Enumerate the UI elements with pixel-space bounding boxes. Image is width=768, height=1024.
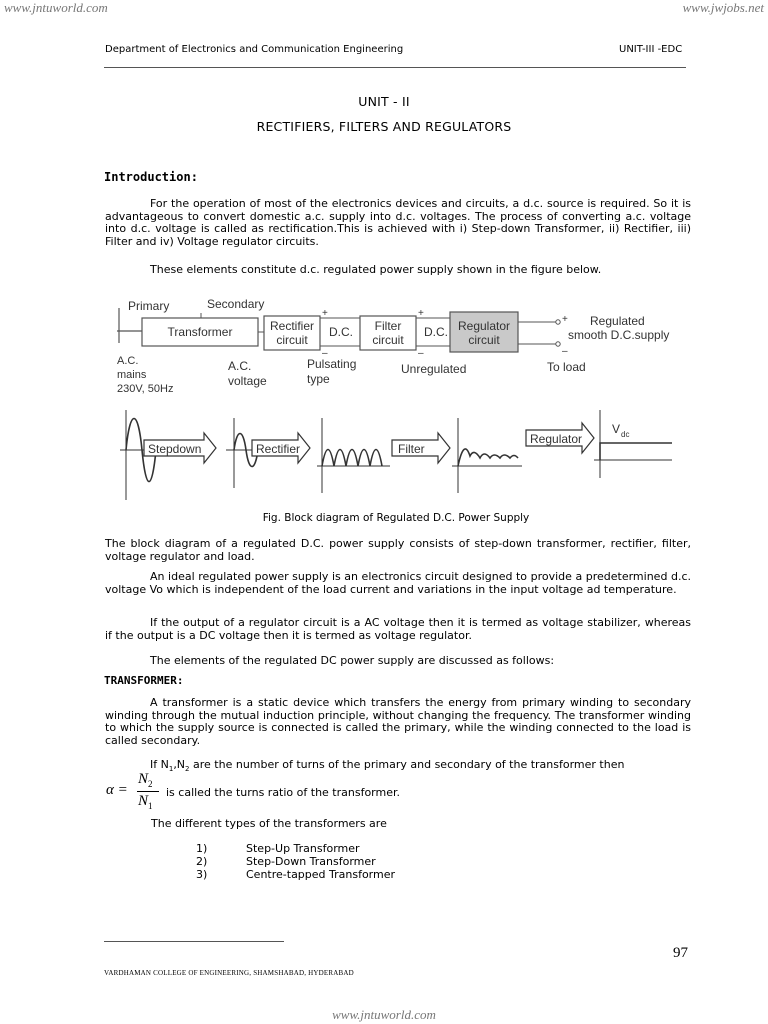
header-rule (104, 67, 686, 68)
label-regulated: Regulated (590, 314, 645, 328)
label-primary: Primary (128, 299, 170, 313)
watermark-bottom: www.jntuworld.com (332, 1007, 436, 1022)
svg-text:voltage: voltage (228, 374, 267, 388)
svg-text:Filter: Filter (398, 442, 425, 456)
body-paragraph-1: The block diagram of a regulated D.C. power supply consists of step-down transformer, rectifier, filter, voltage regulator and load. (105, 537, 691, 563)
figure-caption: Fig. Block diagram of Regulated D.C. Power Supply (262, 512, 530, 524)
body-paragraph-4: The elements of the regulated DC power supply are discussed as follows: (150, 654, 555, 667)
formula-fraction-bar (137, 791, 159, 792)
label-vdc: V (612, 422, 621, 436)
watermark-top-right: www.jwjobs.net (682, 0, 764, 15)
svg-text:+: + (418, 308, 424, 319)
introduction-figure-lead: These elements constitute d.c. regulated power supply shown in the figure below. (150, 263, 602, 276)
label-secondary: Secondary (207, 297, 265, 311)
formula-alpha: α = (106, 782, 128, 798)
transformer-label: Transformer (167, 325, 233, 339)
formula-description: is called the turns ratio of the transformer. (166, 786, 401, 799)
svg-text:dc: dc (621, 430, 630, 439)
svg-text:A.C.: A.C. (228, 359, 252, 373)
svg-text:Regulator: Regulator (457, 319, 511, 333)
watermark-top-left: www.jntuworld.com (4, 0, 108, 15)
formula-denominator: $N_1$ (138, 793, 153, 811)
svg-text:type: type (307, 372, 330, 386)
svg-text:Filter: Filter (374, 319, 402, 333)
label-dc-1: D.C. (329, 325, 353, 339)
svg-text:Rectifier: Rectifier (256, 442, 301, 456)
transformer-paragraph-1: A transformer is a static device which transfers the energy from primary winding to secondary winding through the mutual induction principle, without changing the frequency. The transformer winding to which the supply source is connected is called the primary, while the winding connected to the load is called secondary. (105, 696, 691, 747)
svg-text:Stepdown: Stepdown (148, 442, 202, 456)
header-department: Department of Electronics and Communication Engineering (105, 44, 404, 55)
body-paragraph-3: If the output of a regulator circuit is a AC voltage then it is termed as voltage stabilizer, whereas if the output is a DC voltage then it is termed as voltage regulator. (105, 616, 691, 642)
introduction-paragraph: For the operation of most of the electronics devices and circuits, a d.c. source is required. So it is advantageous to convert domestic a.c. supply into d.c. voltages. The process of converting a.c. voltage into d.c. voltage is called as rectification.This is achieved with i) Step-down Transformer, ii) Rectifier, iii) Filter and iv) Voltage regulator circuits. (105, 197, 691, 248)
header-unit-code: UNIT-III -EDC (619, 44, 683, 55)
svg-text:230V, 50Hz: 230V, 50Hz (117, 383, 174, 395)
unit-title: UNIT - II (358, 94, 410, 109)
list-item: 3) Centre-tapped Transformer (196, 868, 396, 881)
svg-text:circuit: circuit (468, 333, 500, 347)
svg-text:To load: To load (547, 360, 586, 374)
svg-text:–: – (562, 346, 568, 357)
label-regulated-supply: smooth D.C.supply (568, 328, 670, 342)
block-diagram-top (117, 297, 669, 395)
svg-text:+: + (322, 308, 328, 319)
svg-text:circuit: circuit (372, 333, 404, 347)
svg-text:–: – (322, 348, 328, 359)
footer-rule (104, 941, 284, 942)
introduction-heading: Introduction: (104, 170, 198, 184)
transformer-types-list (196, 842, 395, 881)
svg-text:+: + (562, 314, 568, 325)
svg-text:–: – (418, 348, 424, 359)
chapter-title: RECTIFIERS, FILTERS AND REGULATORS (256, 119, 512, 134)
list-item: 1) Step-Up Transformer (196, 842, 360, 855)
waveform-strip (120, 410, 672, 500)
svg-text:mains: mains (117, 369, 147, 381)
svg-text:circuit: circuit (276, 333, 308, 347)
svg-text:A.C.: A.C. (117, 355, 139, 367)
svg-text:Unregulated: Unregulated (401, 362, 467, 376)
block-diagram-figure (112, 288, 682, 503)
transformer-types-intro: The different types of the transformers are (151, 817, 387, 830)
label-dc-2: D.C. (424, 325, 448, 339)
page-number: 97 (673, 945, 688, 961)
list-item: 2) Step-Down Transformer (196, 855, 376, 868)
svg-text:Rectifier: Rectifier (269, 319, 315, 333)
svg-text:Pulsating: Pulsating (307, 357, 357, 371)
footer-college: VARDHAMAN COLLEGE OF ENGINEERING, SHAMSHABAD, HYDERABAD (104, 969, 354, 977)
body-paragraph-2: An ideal regulated power supply is an electronics circuit designed to provide a predetermined d.c. voltage Vo which is independent of the load current and variations in the input voltage ad temperature. (105, 570, 691, 596)
transformer-heading: TRANSFORMER: (104, 674, 184, 687)
formula-numerator: $N_2$ (138, 771, 153, 789)
transformer-paragraph-2: If $N_1,N_2$ are the number of turns of the primary and secondary of the transformer then (150, 758, 625, 774)
svg-text:Regulator: Regulator (530, 432, 583, 446)
